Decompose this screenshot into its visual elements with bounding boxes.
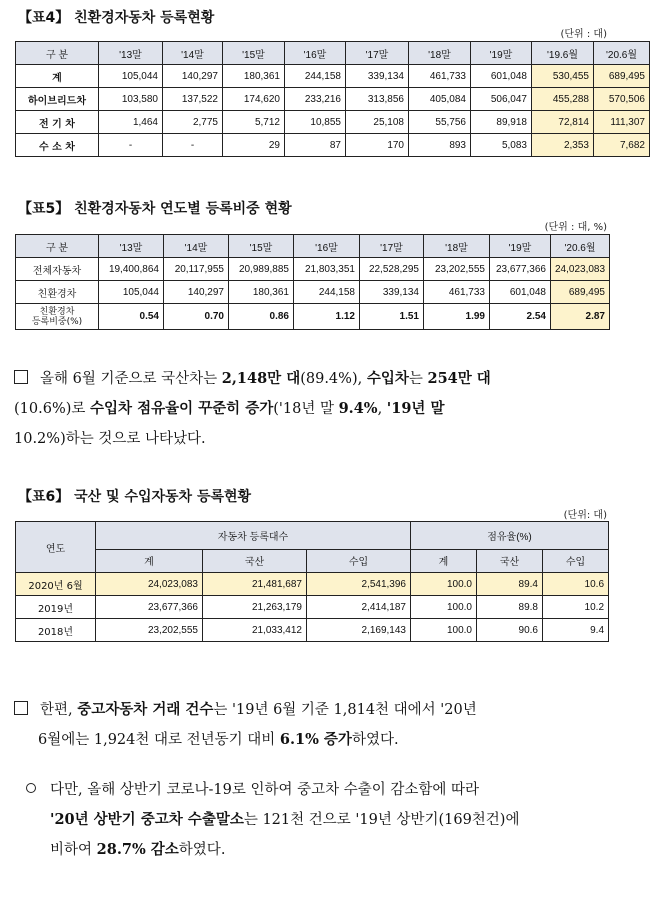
cell: 2,353 (532, 134, 594, 157)
cell: 21,263,179 (203, 596, 307, 619)
cell: 180,361 (223, 65, 285, 88)
cell: 72,814 (532, 111, 594, 134)
row-label (16, 304, 99, 330)
cell: 89,918 (471, 111, 532, 134)
cell: 10,855 (285, 111, 346, 134)
cell: 2,541,396 (307, 573, 411, 596)
cell: 0.70 (164, 304, 229, 330)
table-row (16, 573, 609, 596)
row-label: 전체자동차 (16, 258, 99, 281)
cell: 9.4 (543, 619, 609, 642)
table6-subheader: 계 (96, 549, 203, 572)
table5-header: '19말 (490, 235, 551, 258)
table6-group-header: 자동차 등록대수 (96, 522, 411, 550)
cell: 461,733 (409, 65, 471, 88)
cell: 105,044 (99, 281, 164, 304)
cell: 23,677,366 (96, 596, 203, 619)
table6-subheader: 수입 (307, 549, 411, 572)
cell: 1,464 (99, 111, 163, 134)
table4-caption: 【표4】 친환경자동차 등록현황 (18, 10, 215, 26)
cell: 180,361 (229, 281, 294, 304)
checkbox-bullet-icon (14, 701, 28, 715)
cell: 1.51 (360, 304, 424, 330)
paragraph-import-share: 올해 6월 기준으로 국산차는 2,148만 대(89.4%), 수입차는 254만 대 (10.6%)로 수입차 점유율이 꾸준히 증가('18년 말 9.4%, '19년 말 10.2%)하는 것으로 나타났다. (14, 370, 491, 447)
table5-header: '14말 (164, 235, 229, 258)
table5 (15, 234, 610, 330)
cell: 100.0 (411, 573, 477, 596)
cell: 689,495 (551, 281, 610, 304)
row-label: 2020년 6월 (16, 573, 96, 596)
table6-year-header: 연도 (16, 522, 96, 573)
cell: 89.4 (477, 573, 543, 596)
cell: 2.54 (490, 304, 551, 330)
table5-header: '16말 (294, 235, 360, 258)
paragraph-used-car-trades: 한편, 중고자동차 거래 건수는 '19년 6월 기준 1,814천 대에서 '20년 6월에는 1,924천 대로 전년동기 대비 6.1% 증가하였다. (14, 695, 614, 755)
cell: 233,216 (285, 88, 346, 111)
table6 (15, 521, 609, 642)
checkbox-bullet-icon (14, 370, 28, 384)
cell: 601,048 (471, 65, 532, 88)
table5-header: '17말 (360, 235, 424, 258)
row-label: 수 소 차 (16, 134, 99, 157)
table-row (16, 88, 650, 111)
table4 (15, 41, 650, 157)
table4-header: '20.6월 (594, 42, 650, 65)
cell: 90.6 (477, 619, 543, 642)
cell: 244,158 (294, 281, 360, 304)
row-label: 2019년 (16, 596, 96, 619)
cell: 893 (409, 134, 471, 157)
cell: 170 (346, 134, 409, 157)
cell: 29 (223, 134, 285, 157)
table6-caption: 【표6】 국산 및 수입자동차 등록현황 (18, 489, 252, 505)
row-label: 계 (16, 65, 99, 88)
cell: 140,297 (164, 281, 229, 304)
table6-unit: (단위: 대) (563, 510, 607, 521)
circle-bullet-icon (26, 783, 36, 793)
row-label-line1: 친환경차 (39, 306, 75, 317)
cell: 87 (285, 134, 346, 157)
row-label: 전 기 차 (16, 111, 99, 134)
cell: 530,455 (532, 65, 594, 88)
table-row (16, 65, 650, 88)
cell: 689,495 (594, 65, 650, 88)
cell: 2,169,143 (307, 619, 411, 642)
cell: - (163, 134, 223, 157)
table-row (16, 258, 610, 281)
cell: 25,108 (346, 111, 409, 134)
cell: 313,856 (346, 88, 409, 111)
cell: 5,083 (471, 134, 532, 157)
table4-header: '17말 (346, 42, 409, 65)
cell: 461,733 (424, 281, 490, 304)
table-row (16, 134, 650, 157)
table5-header-row (16, 235, 610, 258)
cell: 140,297 (163, 65, 223, 88)
table4-header: '16말 (285, 42, 346, 65)
table6-subheader: 수입 (543, 549, 609, 572)
cell: 339,134 (346, 65, 409, 88)
cell: 339,134 (360, 281, 424, 304)
table4-header: '13말 (99, 42, 163, 65)
table-row (16, 619, 609, 642)
table-row (16, 596, 609, 619)
cell: 0.54 (99, 304, 164, 330)
table5-unit: (단위 : 대, %) (544, 222, 607, 233)
cell: 1.12 (294, 304, 360, 330)
table-row (16, 304, 610, 330)
table4-header: '19.6월 (532, 42, 594, 65)
cell: 21,033,412 (203, 619, 307, 642)
table5-caption: 【표5】 친환경자동차 연도별 등록비중 현황 (18, 201, 292, 217)
row-label-line2: 등록비중(%) (31, 316, 83, 327)
table6-subheader: 계 (411, 549, 477, 572)
cell: 21,481,687 (203, 573, 307, 596)
cell: 21,803,351 (294, 258, 360, 281)
cell: 506,047 (471, 88, 532, 111)
cell: 7,682 (594, 134, 650, 157)
cell: 455,288 (532, 88, 594, 111)
table5-header: 구 분 (16, 235, 99, 258)
cell: 100.0 (411, 619, 477, 642)
cell: 10.2 (543, 596, 609, 619)
cell: 24,023,083 (96, 573, 203, 596)
cell: 19,400,864 (99, 258, 164, 281)
table-row (16, 111, 650, 134)
cell: 23,202,555 (96, 619, 203, 642)
cell: 111,307 (594, 111, 650, 134)
table6-subheader-row (16, 549, 609, 572)
cell: 570,506 (594, 88, 650, 111)
cell: 24,023,083 (551, 258, 610, 281)
table5-header: '20.6월 (551, 235, 610, 258)
table4-unit: (단위 : 대) (560, 29, 607, 40)
paragraph-used-car-exports: 다만, 올해 상반기 코로나-19로 인하여 중고차 수출이 감소함에 따라 '20년 상반기 중고차 수출말소는 121천 건으로 '19년 상반기(169천건)에 비하여 28.7% 감소하였다. (26, 775, 616, 865)
table6-header-row (16, 522, 609, 550)
table5-header: '15말 (229, 235, 294, 258)
cell: 20,989,885 (229, 258, 294, 281)
cell: - (99, 134, 163, 157)
cell: 55,756 (409, 111, 471, 134)
table4-header: 구 분 (16, 42, 99, 65)
cell: 0.86 (229, 304, 294, 330)
cell: 23,677,366 (490, 258, 551, 281)
cell: 23,202,555 (424, 258, 490, 281)
table4-header: '15말 (223, 42, 285, 65)
cell: 2.87 (551, 304, 610, 330)
cell: 103,580 (99, 88, 163, 111)
cell: 405,084 (409, 88, 471, 111)
cell: 5,712 (223, 111, 285, 134)
cell: 22,528,295 (360, 258, 424, 281)
table4-header: '19말 (471, 42, 532, 65)
cell: 601,048 (490, 281, 551, 304)
table6-group-header: 점유율(%) (411, 522, 609, 550)
table5-header: '13말 (99, 235, 164, 258)
table6-subheader: 국산 (477, 549, 543, 572)
cell: 1.99 (424, 304, 490, 330)
table4-header-row (16, 42, 650, 65)
row-label: 2018년 (16, 619, 96, 642)
cell: 100.0 (411, 596, 477, 619)
table6-subheader: 국산 (203, 549, 307, 572)
cell: 89.8 (477, 596, 543, 619)
cell: 2,775 (163, 111, 223, 134)
cell: 20,117,955 (164, 258, 229, 281)
table-row (16, 281, 610, 304)
cell: 105,044 (99, 65, 163, 88)
table4-header: '18말 (409, 42, 471, 65)
cell: 137,522 (163, 88, 223, 111)
cell: 2,414,187 (307, 596, 411, 619)
row-label: 친환경차 (16, 281, 99, 304)
row-label: 하이브리드차 (16, 88, 99, 111)
cell: 244,158 (285, 65, 346, 88)
cell: 10.6 (543, 573, 609, 596)
table5-header: '18말 (424, 235, 490, 258)
table4-header: '14말 (163, 42, 223, 65)
cell: 174,620 (223, 88, 285, 111)
